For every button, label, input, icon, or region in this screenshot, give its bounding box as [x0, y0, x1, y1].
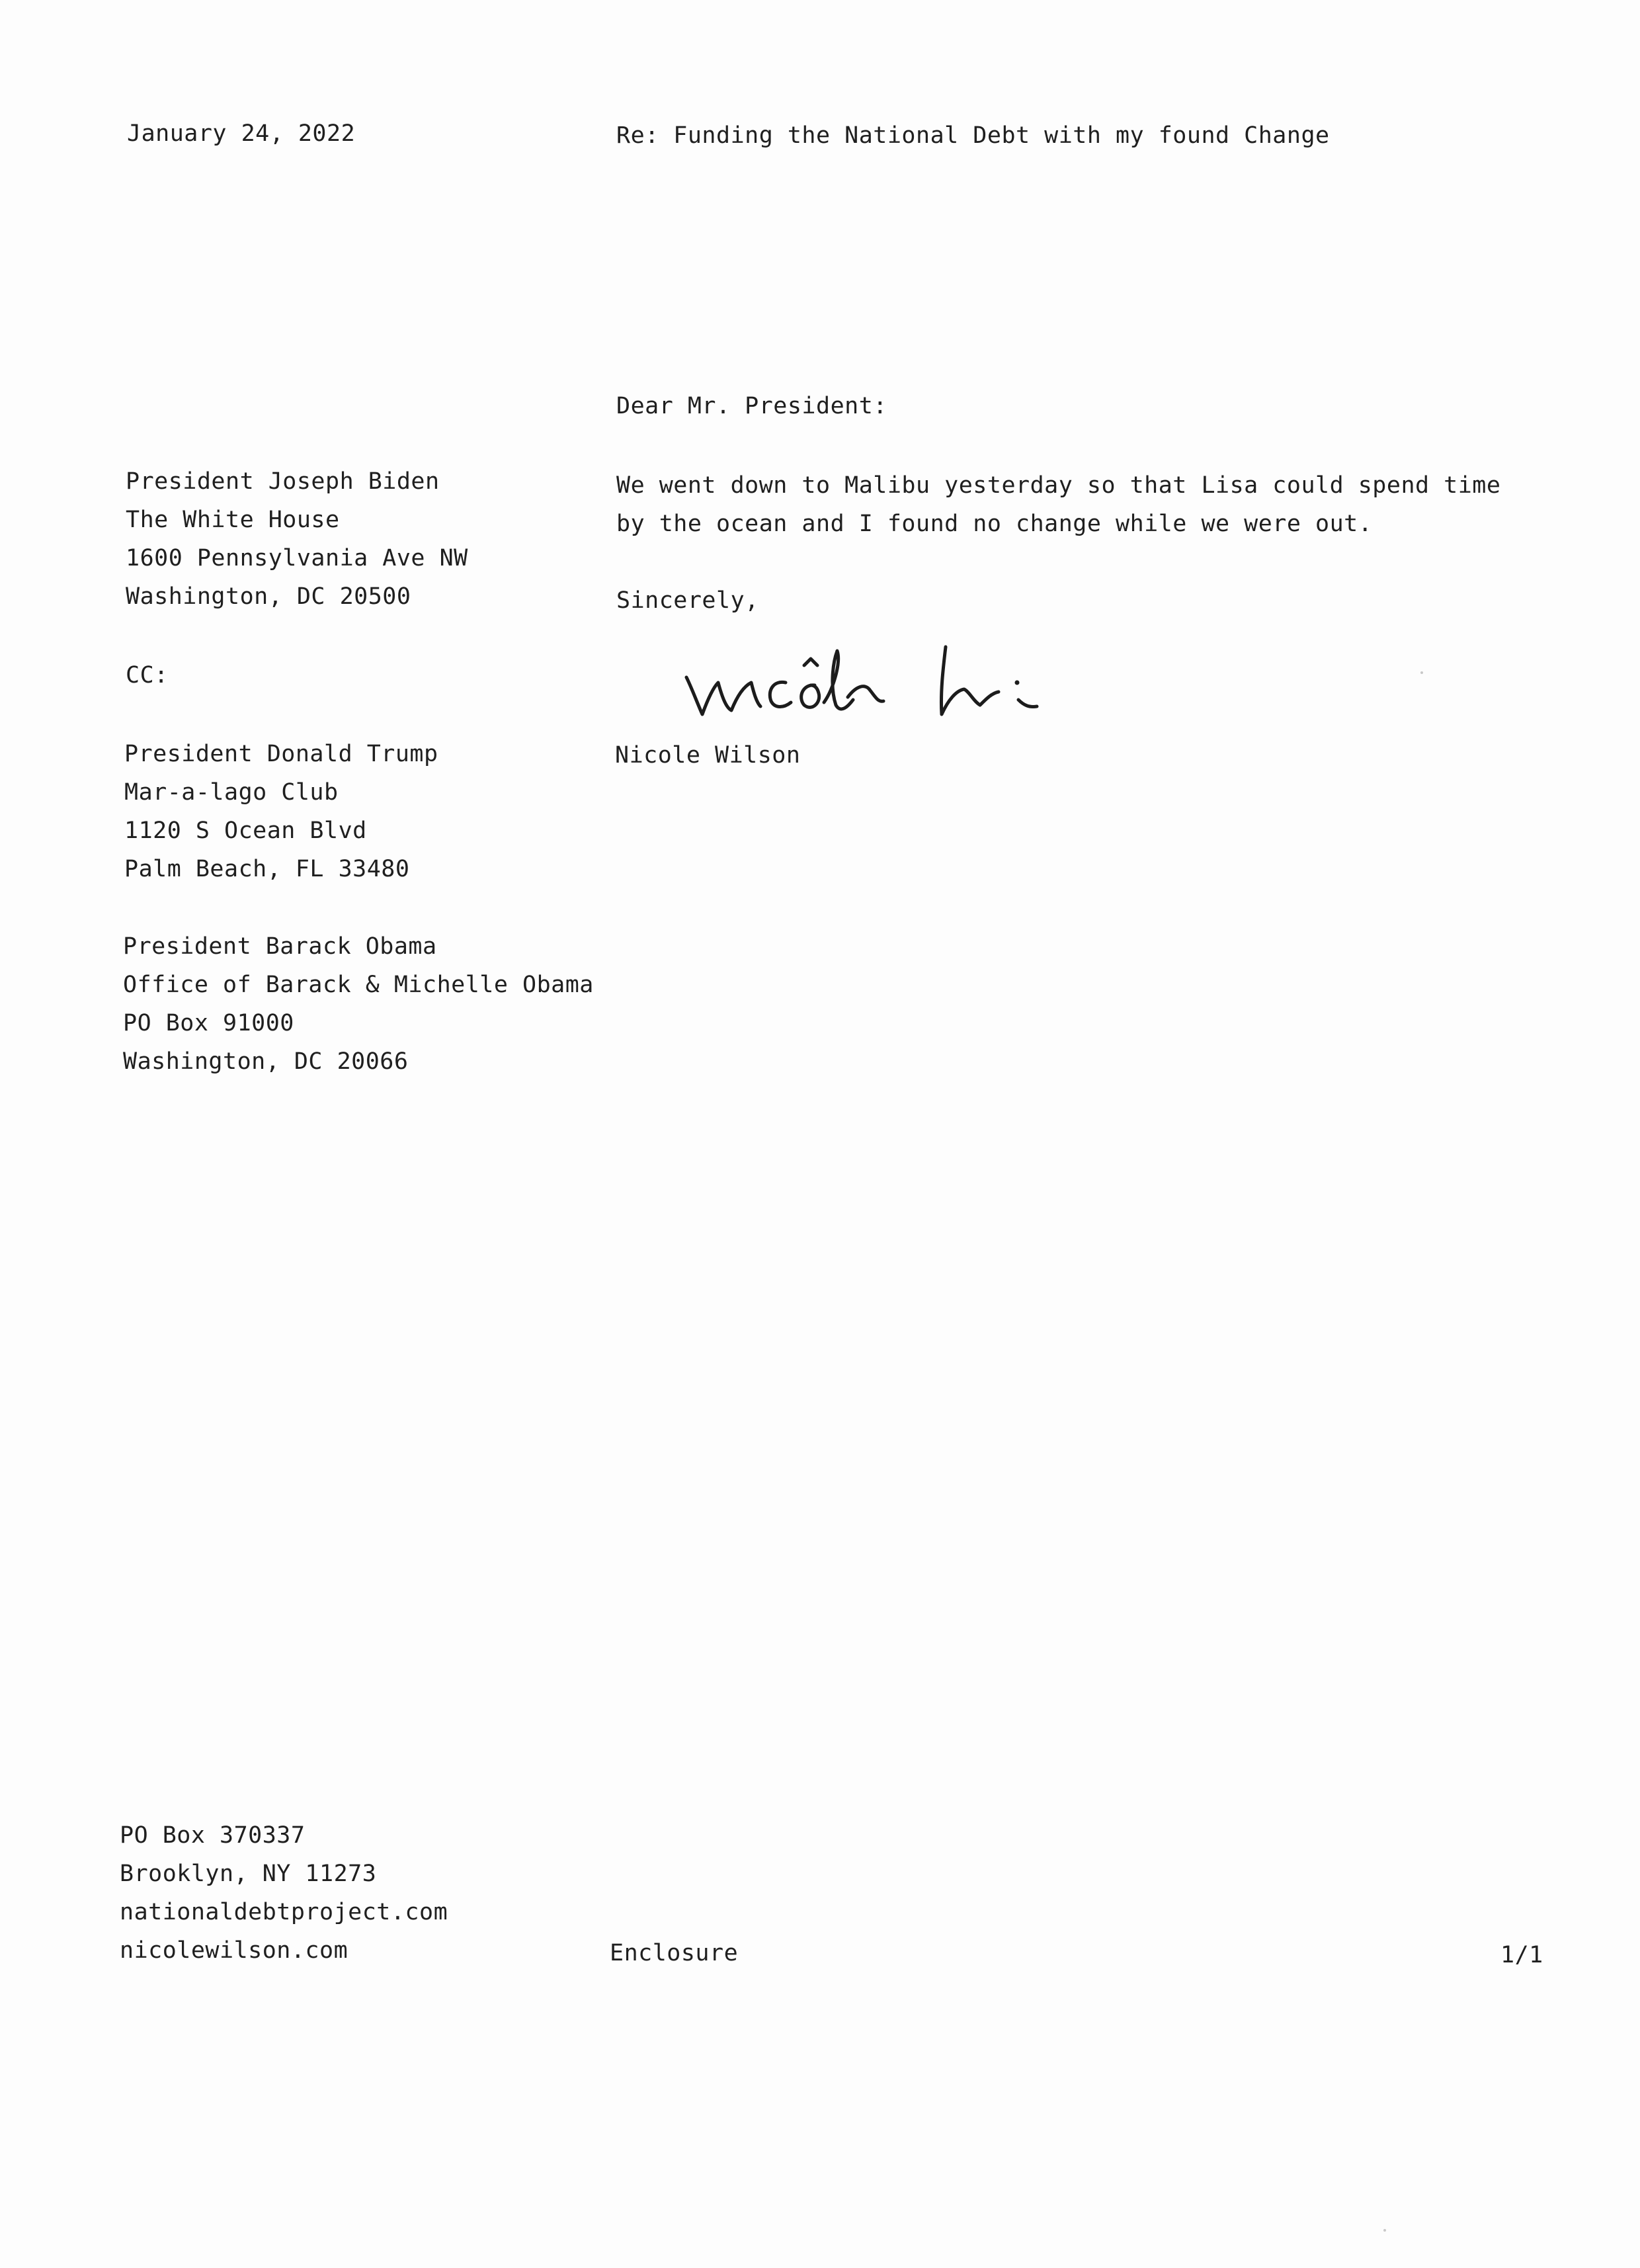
scan-speck — [1420, 671, 1423, 674]
footer-line: Brooklyn, NY 11273 — [120, 1861, 377, 1887]
signer-name: Nicole Wilson — [615, 742, 801, 769]
address-line: President Donald Trump — [124, 741, 438, 767]
closing: Sincerely, — [616, 587, 759, 614]
letter-subject: Re: Funding the National Debt with my found Change — [616, 122, 1330, 149]
address-line: President Joseph Biden — [126, 468, 440, 495]
address-line: PO Box 91000 — [123, 1010, 294, 1036]
letter-date: January 24, 2022 — [127, 120, 356, 147]
address-line: Palm Beach, FL 33480 — [124, 856, 410, 882]
cc-address-trump — [124, 735, 438, 888]
enclosure-label: Enclosure — [610, 1940, 739, 1966]
cc-label: CC: — [126, 662, 169, 689]
footer-contact — [120, 1816, 448, 1970]
footer-line: nicolewilson.com — [120, 1937, 348, 1964]
handwritten-signature — [675, 636, 1058, 735]
letter-body: We went down to Malibu yesterday so that Lisa could spend time by the ocean and I found no change while we were out. — [616, 472, 1501, 537]
address-line: Mar-a-lago Club — [124, 779, 339, 806]
address-line: 1600 Pennsylvania Ave NW — [126, 545, 468, 571]
footer-line: nationaldebtproject.com — [120, 1899, 448, 1925]
address-line: Office of Barack & Michelle Obama — [123, 972, 594, 998]
cc-address-obama — [123, 927, 594, 1081]
address-line: 1120 S Ocean Blvd — [124, 818, 367, 844]
address-line: Washington, DC 20066 — [123, 1048, 409, 1075]
address-line: President Barack Obama — [123, 933, 437, 960]
salutation: Dear Mr. President: — [616, 393, 887, 419]
recipient-address — [126, 462, 468, 616]
address-line: The White House — [126, 507, 340, 533]
page-number: 1/1 — [1500, 1942, 1543, 1968]
address-line: Washington, DC 20500 — [126, 583, 411, 610]
scan-speck — [1383, 2229, 1386, 2232]
footer-line: PO Box 370337 — [120, 1822, 306, 1849]
